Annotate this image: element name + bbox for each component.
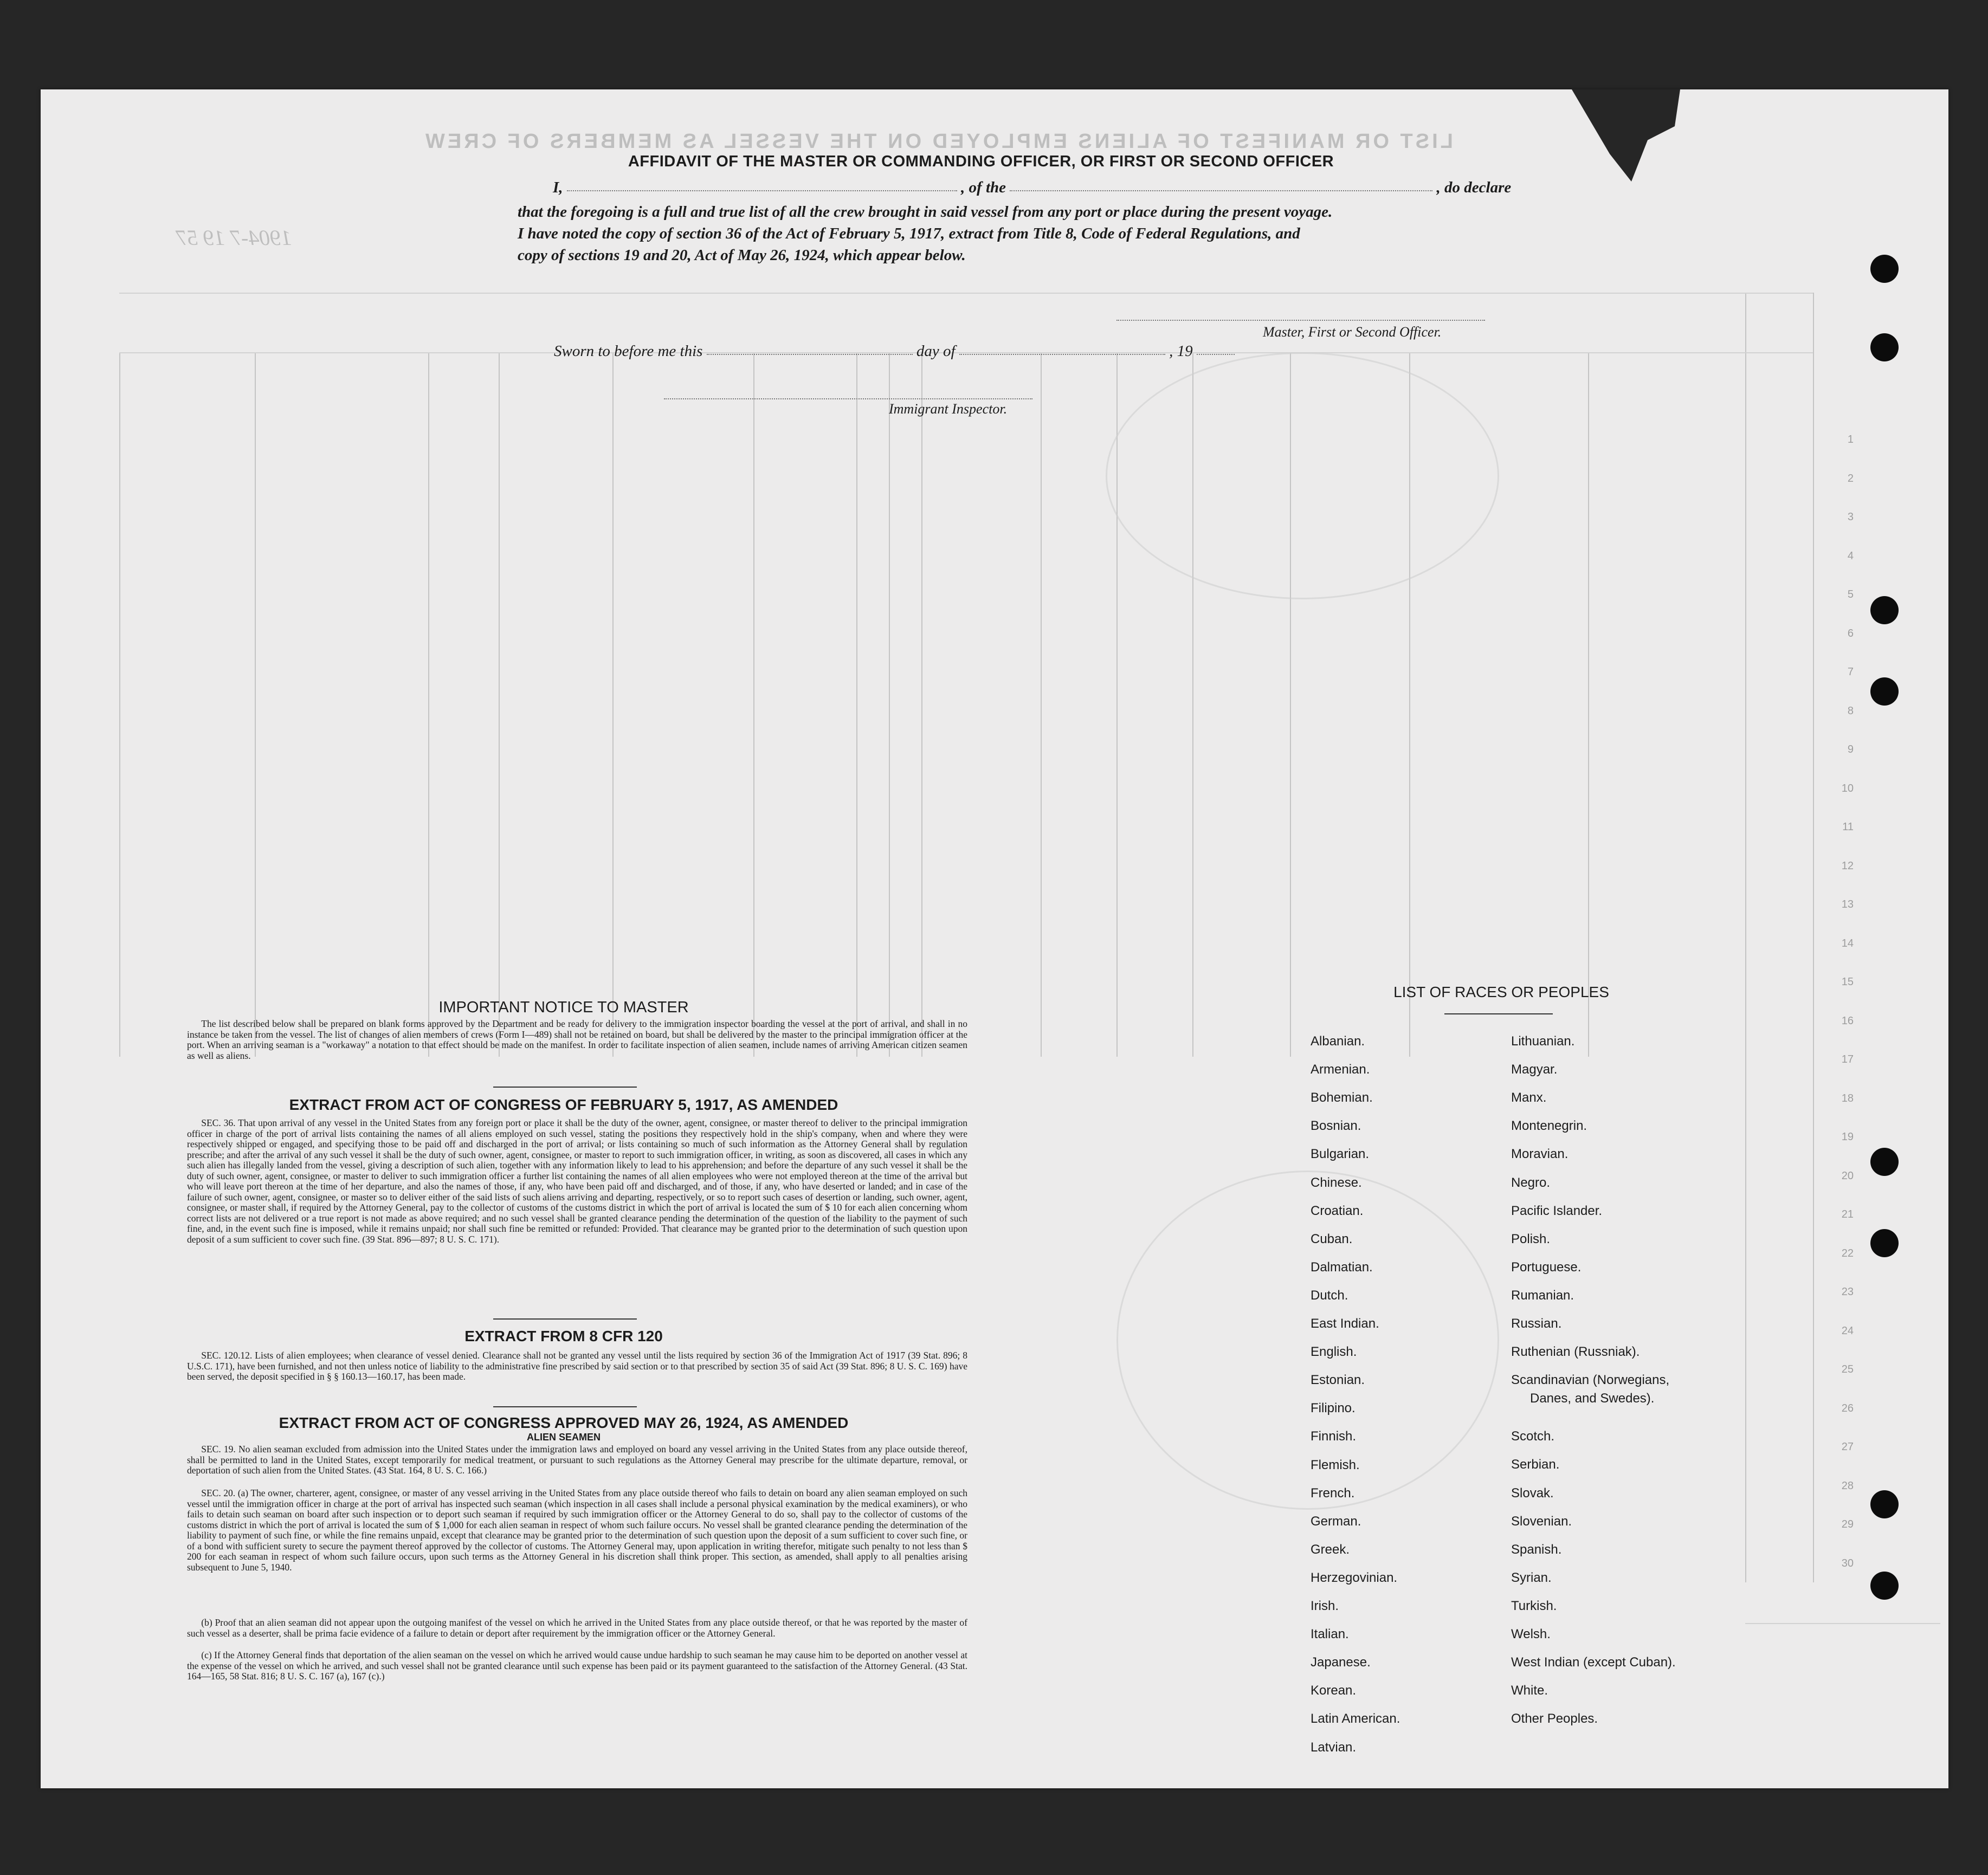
race-item: Bohemian.	[1311, 1090, 1373, 1105]
race-item: Latin American.	[1311, 1711, 1400, 1727]
race-item: Albanian.	[1311, 1034, 1365, 1049]
affidavit-of-the: , of the	[961, 179, 1006, 196]
punch-hole	[1870, 255, 1899, 283]
race-item: West Indian (except Cuban).	[1511, 1655, 1676, 1670]
race-item: Dutch.	[1311, 1288, 1348, 1303]
row-number: 30	[1841, 1557, 1854, 1569]
row-number: 12	[1841, 859, 1854, 872]
affidavit-do-declare: , do declare	[1436, 179, 1512, 196]
extract-1924-sec20c: (c) If the Attorney General finds that deportation of the alien seaman on the vessel on which he arrived would cause undue hardship to such seaman he may cause him to be deported on another vessel at the expense of the vessel on which he arrived, and such vessel shall not be granted clearance until such expense has been paid or its payment guaranteed to the satisfaction of the Attorney General. (43 Stat. 164—165, 58 Stat. 816; 8 U. S. C. 167 (a), 167 (c).)	[187, 1650, 967, 1682]
master-signature-label: Master, First or Second Officer.	[1263, 324, 1442, 340]
row-number: 10	[1841, 782, 1854, 794]
race-item: Rumanian.	[1511, 1288, 1574, 1303]
row-number: 6	[1847, 627, 1854, 639]
name-field[interactable]	[567, 189, 957, 191]
race-item: Spanish.	[1511, 1542, 1562, 1557]
notice-title: IMPORTANT NOTICE TO MASTER	[438, 999, 689, 1016]
divider	[493, 1318, 637, 1320]
race-item: Syrian.	[1511, 1570, 1552, 1585]
extract-1924-sec19: SEC. 19. No alien seaman excluded from admission into the United States under the immigration laws and employed on board any vessel arriving in the United States from any place outside thereof, shall be permitted to land in the United States, except temporarily for medical treatment, or pursuant to such regulations as the Attorney General may prescribe for the ultimate departure, removal, or deportation of such alien from the United States. (43 Stat. 164, 8 U. S. C. 166.)	[187, 1444, 967, 1476]
row-number: 8	[1847, 704, 1854, 717]
race-item: Dalmatian.	[1311, 1259, 1373, 1275]
row-number: 28	[1841, 1479, 1854, 1492]
race-item: Montenegrin.	[1511, 1118, 1587, 1134]
race-item: Serbian.	[1511, 1457, 1560, 1472]
race-item: Flemish.	[1311, 1457, 1360, 1472]
row-number: 19	[1841, 1131, 1854, 1143]
punch-hole	[1870, 1572, 1899, 1600]
sworn-label: Sworn to before me this	[554, 342, 703, 360]
divider	[1444, 1013, 1553, 1014]
race-item: Portuguese.	[1511, 1259, 1582, 1275]
punch-hole	[1870, 333, 1899, 361]
day-of-label: day of	[916, 342, 956, 360]
race-item: Estonian.	[1311, 1373, 1365, 1388]
row-number: 16	[1841, 1014, 1854, 1027]
race-item: Armenian.	[1311, 1062, 1370, 1077]
race-item: Herzegovinian.	[1311, 1570, 1398, 1585]
row-number: 3	[1847, 511, 1854, 523]
notice-body: The list described below shall be prepared on blank forms approved by the Department and be ready for delivery to the immigration inspector boarding the vessel at the port of arrival, and shall in no instance be taken from the vessel. The list of changes of alien members of crews (Form I—489) shall not be retained on board, but shall be delivered by the master to the principal immigration officer at the port. When an arriving seaman is a "workaway" a notation to that effect should be made on the manifest. In order to facilitate inspection of alien seamen, include names of arriving American citizen seamen as well as aliens.	[187, 1018, 967, 1061]
alien-seamen-subtitle: ALIEN SEAMEN	[526, 1432, 601, 1443]
extract-1924-sec20b: (b) Proof that an alien seaman did not appear upon the outgoing manifest of the vessel on which he arrived in the United States from any place outside thereof, or that he was reported by the master of such vessel as a deserter, shall be prima facie evidence of a failure to detain or deport after requirement by the immigration officer or the Attorney General.	[187, 1617, 967, 1639]
extract-1917-body: SEC. 36. That upon arrival of any vessel in the United States from any foreign port or place it shall be the duty of the owner, agent, consignee, or master thereof to deliver to the principal immigration officer in charge of the port of arrival lists containing the names of all aliens employed on such vessel, stating the positions they respectively hold in the ship's company, when and where they were respectively shipped or engaged, and specifying those to be paid off and discharged in the port of arrival; or lists containing so much of such information as the Attorney General shall by regulation prescribe; and after the arrival of any such vessel it shall be the duty of such owner, agent, consignee, or master to report to such immigration officer, in writing, as soon as discovered, all cases in which any such alien has illegally landed from the vessel, giving a description of such alien, together with any information likely to lead to his apprehension; and before the departure of any such vessel it shall be the duty of such owner, agent, consignee, or master to deliver to such immigration officer a further list containing the names of all alien employees who were not employed thereon at the time of the arrival but who will leave port thereon at the time of her departure, and also the names of those, if any, who have been paid off and discharged, and of those, if any, who have deserted or landed; and in case of the failure of such owner, agent, consignee, or master so to deliver either of the said lists of such aliens arriving and departing, respectively, or so to report such cases of desertion or landing, such owner, agent, consignee, or master shall, if required by the Attorney General, pay to the collector of customs of the customs district in which the port of arrival is located the sum of $ 10 for each alien concerning whom correct lists are not delivered or a true report is not made as above required; and no such vessel shall be granted clearance pending the determination of the question of the liability to the payment of such fine, and, in the event such fine is imposed, while it remains unpaid; nor shall such fine be remitted or refunded: Provided. That clearance may be granted prior to the determination of such question upon deposit of a sum sufficient to cover such fine. (39 Stat. 896—897; 8 U. S. C. 171).	[187, 1117, 967, 1245]
master-signature-line[interactable]	[1116, 320, 1485, 321]
race-item: Greek.	[1311, 1542, 1350, 1557]
row-number: 24	[1841, 1324, 1854, 1337]
affidavit-i: I,	[553, 179, 563, 196]
race-item: Scandinavian (Norwegians,	[1511, 1373, 1670, 1388]
row-number: 26	[1841, 1402, 1854, 1414]
race-item: Japanese.	[1311, 1655, 1371, 1670]
race-item: Chinese.	[1311, 1175, 1362, 1190]
punch-hole	[1870, 1490, 1899, 1518]
race-item: Finnish.	[1311, 1429, 1357, 1444]
race-item: Slovak.	[1511, 1485, 1554, 1501]
row-number: 18	[1841, 1092, 1854, 1104]
race-item: Lithuanian.	[1511, 1034, 1575, 1049]
row-number: 20	[1841, 1169, 1854, 1182]
sworn-year-field[interactable]	[1197, 353, 1235, 355]
row-number: 4	[1847, 549, 1854, 562]
affidavit-statement-line: that the foregoing is a full and true list of all the crew brought in said vessel from any port or place during the present voyage.	[518, 203, 1333, 221]
races-title: LIST OF RACES OR PEOPLES	[1393, 984, 1609, 1000]
race-item: Bulgarian.	[1311, 1147, 1370, 1162]
extract-cfr-body: SEC. 120.12. Lists of alien employees; when clearance of vessel denied. Clearance shall not be granted any vessel until the lists required by section 36 of the Immigration Act of 1917 (39 Stat. 896; 8 U.S.C. 171), have been furnished, and not then unless notice of liability to the administrative fine prescribed by said section or to that prescribed by section 35 of said Act (39 Stat. 896; 8 U. S. C. 169) have been served, the deposit specified in § § 160.13—160.17, has been made.	[187, 1350, 967, 1382]
race-item: Latvian.	[1311, 1740, 1357, 1755]
row-number: 17	[1841, 1053, 1854, 1065]
race-item: Filipino.	[1311, 1401, 1356, 1416]
race-item: Korean.	[1311, 1683, 1357, 1698]
row-number: 27	[1841, 1441, 1854, 1453]
race-item: Bosnian.	[1311, 1118, 1361, 1134]
row-number: 14	[1841, 937, 1854, 949]
punch-hole	[1870, 1148, 1899, 1176]
race-item: East Indian.	[1311, 1316, 1379, 1331]
race-item: Pacific Islander.	[1511, 1203, 1603, 1218]
row-number: 15	[1841, 976, 1854, 988]
row-number: 21	[1841, 1208, 1854, 1220]
affidavit-declaration-line	[553, 179, 1511, 197]
affidavit-noted-line: I have noted the copy of section 36 of the Act of February 5, 1917, extract from Title 8, Code of Federal Regulations, and	[518, 225, 1300, 242]
extract-1924-title: EXTRACT FROM ACT OF CONGRESS APPROVED MAY 26, 1924, AS AMENDED	[279, 1414, 849, 1431]
race-item: White.	[1511, 1683, 1548, 1698]
sworn-month-field[interactable]	[959, 353, 1165, 355]
race-item: Ruthenian (Russniak).	[1511, 1344, 1640, 1360]
race-item: Italian.	[1311, 1627, 1349, 1642]
race-item: Manx.	[1511, 1090, 1547, 1105]
extract-1924-sec20a: SEC. 20. (a) The owner, charterer, agent, consignee, or master of any vessel arriving in the United States from any place outside thereof who fails to detain on board any alien seaman employed on such vessel until the immigration officer in charge at the port of arrival has inspected such seaman (which inspection in all cases shall include a personal physical examination by the medical examiners), or who fails to detain such seaman on board after such inspection or to deport such seaman if required by such immigration officer or the Attorney General to do so, shall pay to the collector of customs of the customs district in which the port of arrival is located the sum of $ 1,000 for each alien seaman in respect of whom such failure occurs. No vessel shall be granted clearance pending the determination of the liability to payment of such fine, or while the fine remains unpaid, except that clearance may be granted prior to the determination of such question upon the deposit of a sum sufficient to cover such fine, or of a bond with sufficient surety to secure the payment thereof approved by the collector of customs. The Attorney General may, upon application in writing therefor, mitigate such penalty to not less than $ 200 for each seaman in respect of whom such failure occurs, upon such terms as the Attorney General in his discretion shall think proper. This section, as amended, shall apply to all penalties arising subsequent to June 5, 1940.	[187, 1488, 967, 1573]
race-item: English.	[1311, 1344, 1357, 1360]
row-number: 23	[1841, 1286, 1854, 1298]
sworn-line	[554, 342, 1235, 360]
race-item: Other Peoples.	[1511, 1711, 1598, 1727]
race-item: Irish.	[1311, 1599, 1339, 1613]
divider	[493, 1406, 637, 1407]
vessel-field[interactable]	[1010, 189, 1432, 191]
race-item: Polish.	[1511, 1231, 1551, 1246]
race-item: French.	[1311, 1485, 1355, 1501]
bleed-through-handwriting: 1904-7 19 57	[176, 225, 292, 250]
race-item: Turkish.	[1511, 1598, 1557, 1613]
affidavit-copy-line: copy of sections 19 and 20, Act of May 26, 1924, which appear below.	[518, 247, 966, 264]
race-item: German.	[1311, 1514, 1361, 1529]
race-item: Negro.	[1511, 1175, 1551, 1190]
race-item: Moravian.	[1511, 1147, 1569, 1162]
race-item: Russian.	[1511, 1316, 1562, 1331]
sworn-date-field[interactable]	[707, 353, 913, 355]
faint-stamp	[1116, 1171, 1499, 1510]
race-item: Slovenian.	[1511, 1514, 1572, 1529]
punch-hole	[1870, 596, 1899, 624]
affidavit-title: AFFIDAVIT OF THE MASTER OR COMMANDING OFFICER, OR FIRST OR SECOND OFFICER	[628, 153, 1334, 170]
race-item: Scotch.	[1511, 1429, 1555, 1444]
row-number: 1	[1847, 434, 1854, 445]
year-label: , 19	[1169, 342, 1193, 360]
bleed-through-header: LIST OR MANIFEST OF ALIENS EMPLOYED ON THE VESSEL AS MEMBERS OF CREW	[423, 130, 1453, 153]
row-number: 9	[1847, 743, 1854, 755]
row-number: 22	[1841, 1247, 1854, 1259]
extract-1917-title: EXTRACT FROM ACT OF CONGRESS OF FEBRUARY 5, 1917, AS AMENDED	[289, 1096, 838, 1113]
row-number: 29	[1841, 1518, 1854, 1530]
punch-hole	[1870, 1229, 1899, 1257]
inspector-signature-line[interactable]	[664, 398, 1032, 399]
row-number: 13	[1841, 898, 1854, 910]
row-number: 11	[1842, 821, 1854, 833]
race-item: Magyar.	[1511, 1062, 1558, 1077]
race-item: Welsh.	[1511, 1627, 1551, 1641]
divider	[493, 1087, 637, 1088]
faint-stamp	[1106, 352, 1499, 599]
row-number: 25	[1841, 1363, 1854, 1375]
row-number: 7	[1847, 666, 1854, 678]
row-number: 5	[1847, 589, 1854, 600]
extract-cfr-title: EXTRACT FROM 8 CFR 120	[464, 1328, 663, 1344]
race-item: Croatian.	[1311, 1203, 1364, 1218]
race-item: Danes, and Swedes).	[1530, 1391, 1655, 1406]
row-number-column	[1837, 434, 1854, 1599]
punch-hole	[1870, 677, 1899, 706]
row-number: 2	[1847, 472, 1854, 484]
inspector-signature-label: Immigrant Inspector.	[889, 401, 1008, 417]
race-item: Cuban.	[1311, 1231, 1353, 1246]
